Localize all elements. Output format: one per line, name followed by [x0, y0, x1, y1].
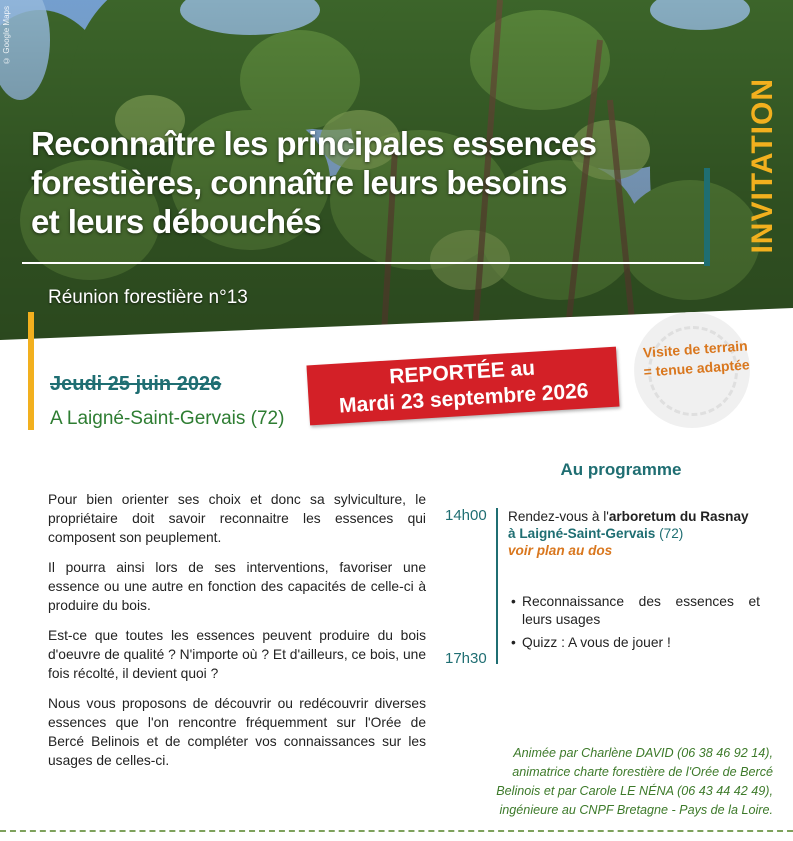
photo-credit: © Google Maps: [2, 6, 11, 65]
list-item: • Reconnaissance des essences et leurs usages: [508, 593, 760, 629]
programme-list: [508, 593, 760, 657]
rdv-prefix: Rendez-vous à l': [508, 509, 609, 524]
intro-paragraph: Est-ce que toutes les essences peuvent produire du bois d'oeuvre de qualité ? N'importe où ? Et d'ailleurs, ce bois, une fois récolté, il devient quoi ?: [48, 628, 426, 681]
animator-line: animatrice charte forestière de l'Orée de Bercé: [512, 765, 773, 779]
animator-line: ingénieure au CNPF Bretagne - Pays de la Loire.: [499, 803, 773, 817]
title-line: forestières, connaître leurs besoins: [31, 164, 567, 201]
event-location: A Laigné-Saint-Gervais (72): [50, 408, 285, 429]
date-accent-bar: [28, 312, 34, 430]
end-time: 17h30: [445, 650, 487, 667]
rdv-town: à Laigné-Saint-Gervais: [508, 526, 656, 541]
title-line: et leurs débouchés: [31, 203, 321, 240]
meeting-point: [508, 508, 768, 559]
footer-divider: [0, 830, 793, 832]
new-date: Mardi 23 septembre 2026: [338, 379, 590, 418]
intro-text: [48, 490, 426, 781]
map-reference: voir plan au dos: [508, 543, 613, 558]
start-time: 14h00: [445, 507, 487, 524]
list-item: • Quizz : A vous de jouer !: [508, 634, 760, 652]
postponed-label: REPORTÉE au: [388, 356, 536, 389]
rdv-place: arboretum du Rasnay: [608, 509, 749, 524]
animator-line: Belinois et par Carole LE NÉNA (06 43 44 42 49),: [496, 784, 773, 798]
invitation-text: INVITATION: [746, 78, 779, 254]
original-date: Jeudi 25 juin 2026: [50, 373, 222, 395]
intro-paragraph: Il pourra ainsi lors de ses interventions, favoriser une essence ou une autre en fonction des capacités de celle-ci à produire du bois.: [48, 560, 426, 613]
rdv-department: (72): [655, 526, 684, 541]
intro-paragraph: Pour bien orienter ses choix et donc sa sylviculture, le propriétaire doit savoir reconnaitre les essences qui composent son peuplement.: [48, 492, 426, 545]
field-visit-line: Visite de terrain: [642, 337, 749, 361]
animator-line: Animée par Charlène DAVID (06 38 46 92 14),: [513, 746, 773, 760]
title-line: Reconnaître les principales essences: [31, 125, 597, 162]
attire-line: = tenue adaptée: [643, 356, 751, 380]
animators-credit: [420, 744, 773, 820]
meeting-subtitle: Réunion forestière n°13: [48, 287, 248, 308]
intro-paragraph: Nous vous proposons de découvrir ou redécouvrir diverses essences que l'on rencontre fréquemment sur l'Orée de Bercé Belinois et de compléter vos connaissances sur les usages de celles-ci.: [48, 696, 426, 768]
programme-heading: Au programme: [560, 460, 682, 479]
timeline-line: [496, 508, 498, 664]
